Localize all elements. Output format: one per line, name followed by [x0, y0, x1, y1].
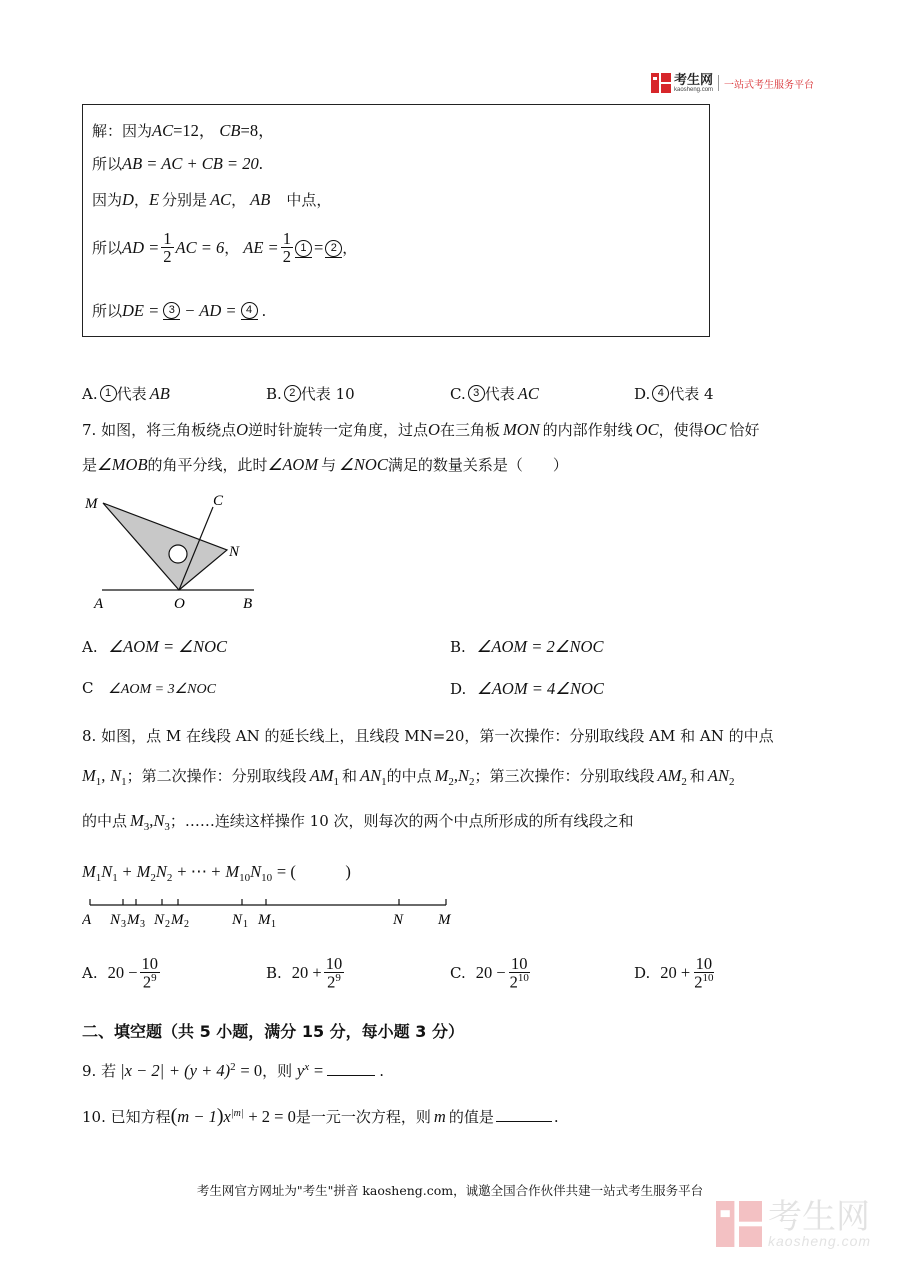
- q7-option-c: C ∠AOM = 3∠NOC: [82, 679, 216, 697]
- q8-label-m1: M: [258, 912, 271, 928]
- q8-figure: [82, 895, 462, 935]
- q9-question: 9. 若 $|x - 2| + (y + 4)^2 = 0$，则 $y^x$ = .: [82, 1061, 384, 1080]
- q8-option-c: C. 20 − $\frac{10}{2^{10}}$: [450, 954, 529, 992]
- header-logo: [651, 73, 814, 93]
- q8-option-a: A. 20 − $\frac{10}{2^9}$: [82, 954, 159, 992]
- q8-option-b: B. 20 + $\frac{10}{2^9}$: [266, 954, 343, 992]
- logo-sub-text: kaosheng.com: [674, 86, 714, 93]
- q7-triangle-hole: [169, 545, 187, 563]
- fraction-half-2: $\frac{1}{2}$: [282, 229, 291, 267]
- q7-figure: [82, 490, 282, 615]
- q8-label-a: A: [82, 912, 92, 928]
- solution-line-4: 所以 AD = $\frac{1}{2}$ AC = 6 ， AE = $\frac{1}{2}$ 1 = 2 ，: [92, 229, 358, 267]
- q7-label-b: B: [243, 596, 253, 612]
- blank-circle-4: 4: [241, 301, 258, 321]
- q8-label-n1-sub: 1: [243, 919, 248, 930]
- q8-label-m3-sub: 3: [140, 919, 145, 930]
- logo-mark-icon: [651, 73, 671, 93]
- q7-label-c: C: [213, 493, 224, 509]
- q9-answer-blank[interactable]: [327, 1061, 375, 1076]
- q6-option-b: B. 2 代表 10: [266, 384, 355, 403]
- q8-label-n2: N: [154, 912, 165, 928]
- q7-option-d: D. ∠AOM = 4∠NOC: [450, 679, 604, 698]
- q8-label-m2-sub: 2: [184, 919, 189, 930]
- q7-label-n: N: [229, 544, 240, 560]
- blank-circle-1: 1: [295, 238, 312, 258]
- q8-label-n3-sub: 3: [121, 919, 126, 930]
- q8-label-n2-sub: 2: [165, 919, 170, 930]
- blank-circle-3: 3: [163, 301, 180, 321]
- q7-option-a: A. ∠AOM = ∠NOC: [82, 637, 228, 656]
- q10-answer-blank[interactable]: [496, 1107, 552, 1122]
- section-2-heading: 二、填空题（共 5 小题，满分 15 分，每小题 3 分）: [82, 1022, 464, 1041]
- footer-text: 考生网官方网址为"考生"拼音 kaosheng.com，诚邀全国合作伙伴共建一站式考生服务平台: [196, 1183, 704, 1198]
- header-slogan: 一站式考生服务平台: [724, 79, 815, 91]
- q8-option-d: D. 20 + $\frac{10}{2^{10}}$: [634, 954, 714, 992]
- solution-line-1: 解：因为AC=12， CB=8，: [92, 121, 275, 140]
- q8-label-n: N: [393, 912, 404, 928]
- q7-label-a: A: [94, 596, 104, 612]
- q8-line-3: 的中点 $M_3,N_3$；……连续这样操作 10 次，则每次的两个中点所形成的所有线段之和: [82, 811, 634, 833]
- q8-label-n3: N: [110, 912, 121, 928]
- q7-line-2: 是∠MOB的角平分线，此时∠AOM 与 ∠NOC满足的数量关系是（ ）: [82, 455, 568, 474]
- solution-line-3: 因为D，E 分别是 AC， AB 中点，: [92, 190, 332, 209]
- q7-label-o: O: [174, 596, 185, 612]
- q8-label-m: M: [438, 912, 451, 928]
- q6-option-d: D. 4 代表 4: [634, 384, 714, 403]
- solution-line-2: 所以AB = AC + CB = 20.: [92, 154, 263, 173]
- blank-circle-2: 2: [325, 238, 342, 258]
- q10-question: 10. 已知方程$(m - 1)x^{|m|} + 2 = 0$是一元一次方程，则 m 的值是 .: [82, 1105, 559, 1127]
- q7-label-m: M: [85, 496, 98, 512]
- q7-triangle-mon: [103, 503, 227, 590]
- q6-option-a: A. 1 代表 AB: [82, 383, 170, 403]
- solution-line-5: 所以 DE = 3 − AD = 4 .: [92, 300, 267, 320]
- q8-sum-expression: $M_1N_1 + M_2N_2$ + ⋯ + $M_{10}N_{10}$ = ( ): [82, 862, 351, 884]
- q7-option-b: B. ∠AOM = 2∠NOC: [450, 637, 604, 656]
- q8-label-m2: M: [171, 912, 184, 928]
- q6-option-c: C. 3 代表 AC: [450, 383, 539, 403]
- watermark-logo-icon: [716, 1200, 762, 1248]
- logo-main-text: 考生网: [674, 72, 714, 88]
- q8-line-2: $M_1$, $N_1$；第二次操作：分别取线段 $AM_1$ 和 $AN_1$的中点 $M_2,N_2$；第三次操作：分别取线段 $AM_2$ 和 $AN_2$: [82, 766, 735, 788]
- watermark-main-text: 考生网: [768, 1197, 870, 1237]
- q8-label-n1: N: [232, 912, 243, 928]
- q8-line-1: 8. 如图，点 M 在线段 AN 的延长线上，且线段 MN=20，第一次操作：分别取线段 AM 和 AN 的中点: [82, 727, 774, 745]
- q7-line-1: 7. 如图，将三角板绕点O逆时针旋转一定角度，过点O在三角板 MON 的内部作射线 OC，使得OC 恰好: [82, 420, 760, 439]
- fraction-half-1: $\frac{1}{2}$: [163, 229, 172, 267]
- q8-label-m1-sub: 1: [271, 919, 276, 930]
- watermark-sub-text: kaosheng.com: [768, 1233, 872, 1249]
- q8-label-m3: M: [127, 912, 140, 928]
- watermark: [716, 1197, 872, 1249]
